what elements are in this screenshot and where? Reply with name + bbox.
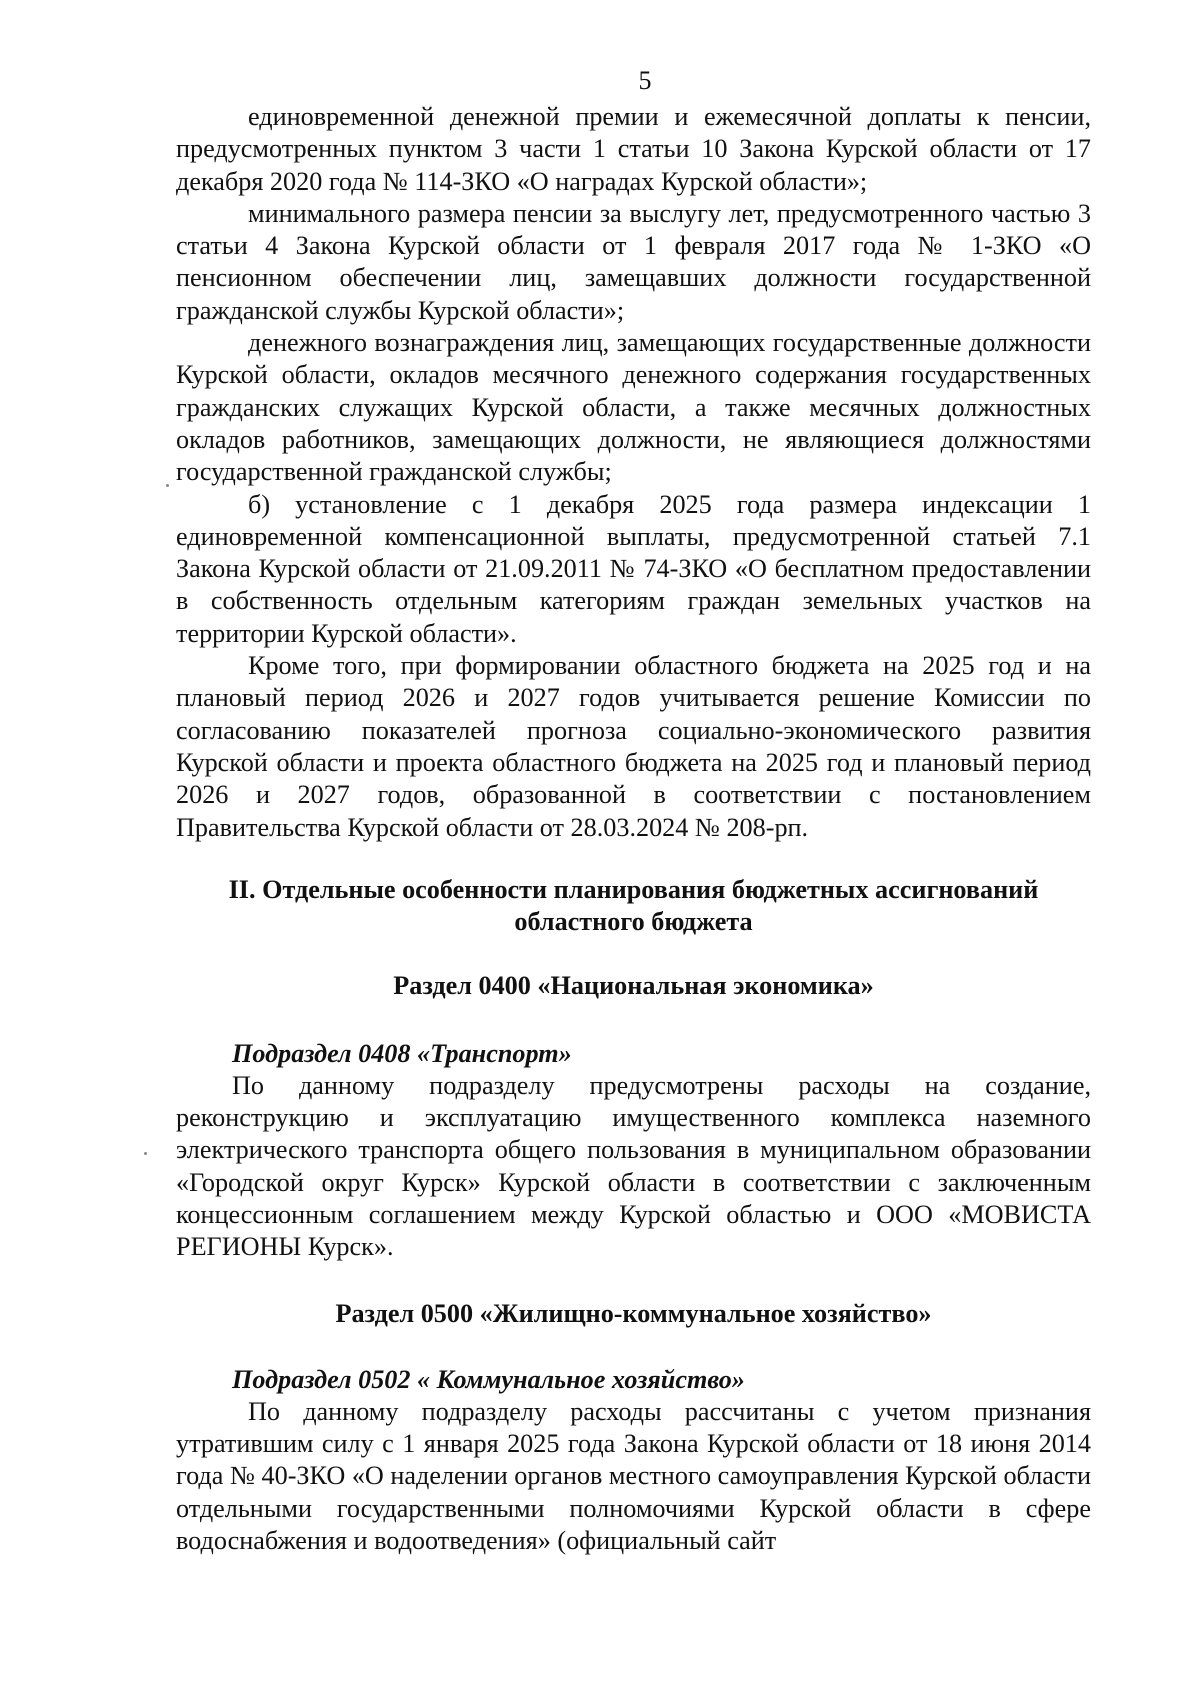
paragraph-min-pension: минимального размера пенсии за выслугу лет, предусмотренного частью 3 статьи 4 Закона Курской области от 1 февраля 2017 года № 1-ЗКО «О пенсионном обеспечении лиц, замещавших должности государственной гражданской службы Курской области»; — [176, 198, 1091, 325]
document-body — [176, 101, 1091, 1557]
subsection-0502-heading: Подраздел 0502 « Коммунальное хозяйство» — [232, 1364, 745, 1394]
scan-speck — [144, 1152, 147, 1155]
subsection-0502-text: По данному подразделу расходы рассчитаны с учетом признания утратившим силу с 1 января 2025 года Закона Курской области от 18 июня 2014 года № 40-ЗКО «О наделении органов местного самоуправления Курской области отдельными государственными полномочиями Курской области в сфере водоснабжения и водоотведения» (официальный сайт — [176, 1396, 1091, 1555]
paragraph-remuneration: денежного вознаграждения лиц, замещающих государственные должности Курской области, окладов месячного денежного содержания государственных гражданских служащих Курской области, а также месячных должностных окладов работников, замещающих должности, не являющиеся должностями государственной гражданской службы; — [176, 328, 1091, 487]
paragraph-commission: Кроме того, при формировании областного бюджета на 2025 год и на плановый период 2026 и 2027 годов учитывается решение Комиссии по согласованию показателей прогноза социально-экономического развития Курской области и проекта областного бюджета на 2025 год и плановый период 2026 и 2027 годов, образованной в соответствии с постановлением Правительства Курской области от 28.03.2024 № 208-рп. — [176, 651, 1091, 842]
paragraph-indexation: б) установление с 1 декабря 2025 года размера индексации 1 единовременной компенсационной выплаты, предусмотренной статьей 7.1 Закона Курской области от 21.09.2011 № 74-ЗКО «О бесплатном предоставлении в собственность отдельным категориям граждан земельных участков на территории Курской области». — [176, 489, 1091, 648]
subsection-0408-heading: Подраздел 0408 «Транспорт» — [232, 1038, 572, 1068]
scan-speck — [166, 484, 169, 487]
section-0500-heading: Раздел 0500 «Жилищно-коммунальное хозяйство» — [335, 1298, 932, 1328]
section-title-line-2: областного бюджета — [514, 906, 753, 936]
section-0400-heading: Раздел 0400 «Национальная экономика» — [393, 970, 874, 1000]
section-title-line-1: II. Отдельные особенности планирования бюджетных ассигнований — [228, 874, 1039, 904]
paragraph-award-bonus: единовременной денежной премии и ежемесячной доплаты к пенсии, предусмотренных пунктом 3 части 1 статьи 10 Закона Курской области от 17 декабря 2020 года № 114-ЗКО «О наградах Курской области»; — [176, 102, 1091, 196]
section-title — [176, 874, 1091, 938]
page-number: 5 — [638, 66, 652, 95]
subsection-0408-text: По данному подразделу предусмотрены расходы на создание, реконструкцию и эксплуатацию имущественного комплекса наземного электрического транспорта общего пользования в муниципальном образовании «Городской округ Курск» Курской области в соответствии с заключенным концессионным соглашением между Курской областью и ООО «МОВИСТА РЕГИОНЫ Курск». — [176, 1070, 1091, 1262]
